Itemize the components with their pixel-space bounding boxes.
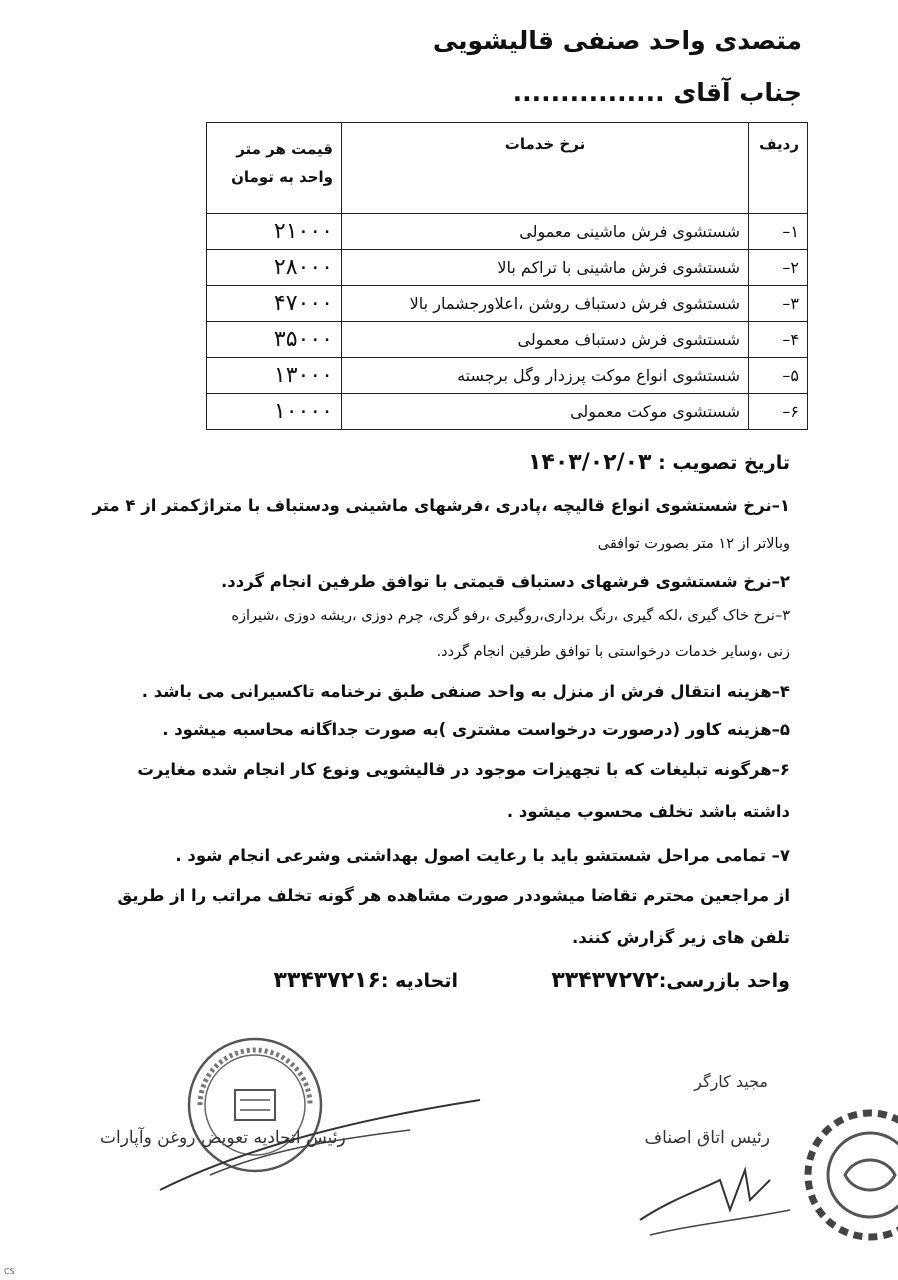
note-1-line-1: ۱–نرخ شستشوی انواع قالیچه ،پادری ،فرشهای ماشینی ودستباف با متراژکمتر از ۴ متر <box>92 496 790 515</box>
chamber-stamp <box>790 1100 898 1250</box>
table-row <box>207 394 808 430</box>
approval-date: ۱۴۰۳/۰۲/۰۳ <box>527 450 652 475</box>
request-line-1: از مراجعین محترم تقاضا میشوددر صورت مشاهده هر گونه تخلف مراتب را از طریق <box>117 886 790 905</box>
row-price: ۳۵۰۰۰ <box>207 322 342 358</box>
row-price: ۱۰۰۰۰ <box>207 394 342 430</box>
request-line-2: تلفن های زیر گزارش کنند. <box>572 928 790 947</box>
row-number: ۳– <box>749 286 808 322</box>
table-row <box>207 250 808 286</box>
note-4: ۴–هزینه انتقال فرش از منزل به واحد صنفی طبق نرخنامه تاکسیرانی می باشد . <box>141 682 790 701</box>
note-1-line-2: وبالاتر از ۱۲ متر بصورت توافقی <box>597 536 790 552</box>
scanner-badge: CS <box>4 1267 15 1276</box>
note-6-line-1: ۶–هرگونه تبلیغات که با تجهیزات موجود در قالیشویی ونوع کار انجام شده مغایرت <box>137 760 790 779</box>
note-2: ۲–نرخ شستشوی فرشهای دستباف قیمتی با توافق طرفین انجام گردد. <box>221 572 790 591</box>
table-row <box>207 286 808 322</box>
union-label: اتحادیه : <box>380 970 458 992</box>
header-price-line2: واحد به تومان <box>231 168 333 186</box>
row-service: شستشوی فرش ماشینی معمولی <box>342 214 749 250</box>
note-3-line-2: زنی ،وسایر خدمات درخواستی با توافق طرفین انجام گردد. <box>436 644 790 660</box>
row-number: ۵– <box>749 358 808 394</box>
row-number: ۶– <box>749 394 808 430</box>
row-service: شستشوی فرش دستباف معمولی <box>342 322 749 358</box>
header-service: نرخ خدمات <box>342 123 749 214</box>
inspection-contact <box>551 968 790 993</box>
header-row-number: ردیف <box>749 123 808 214</box>
addressee-line: جناب آقای ................ <box>512 78 802 107</box>
rates-table <box>206 122 808 430</box>
row-price: ۲۸۰۰۰ <box>207 250 342 286</box>
row-service: شستشوی انواع موکت پرزدار وگل برجسته <box>342 358 749 394</box>
header-price <box>207 123 342 214</box>
table-row <box>207 358 808 394</box>
right-signatory-title: رئیس اتاق اصناف <box>644 1128 770 1148</box>
row-price: ۴۷۰۰۰ <box>207 286 342 322</box>
note-7: ۷– تمامی مراحل شستشو باید با رعایت اصول بهداشتی وشرعی انجام شود . <box>175 846 790 865</box>
union-contact <box>273 968 458 993</box>
row-service: شستشوی موکت معمولی <box>342 394 749 430</box>
row-number: ۴– <box>749 322 808 358</box>
row-price: ۲۱۰۰۰ <box>207 214 342 250</box>
row-number: ۲– <box>749 250 808 286</box>
table-row <box>207 322 808 358</box>
note-5: ۵–هزینه کاور (درصورت درخواست مشتری )به صورت جداگانه محاسبه میشود . <box>162 720 790 739</box>
document-title: متصدی واحد صنفی قالیشویی <box>432 26 802 55</box>
table-row <box>207 214 808 250</box>
header-price-line1: قیمت هر متر <box>236 140 333 158</box>
right-signatory-name: مجید کارگر <box>694 1072 768 1091</box>
table-header-row <box>207 123 808 214</box>
inspection-phone: ۳۳۴۳۷۲۷۲ <box>551 968 659 993</box>
left-signatory-title: رئیس اتحادیه تعویض روغن وآپارات <box>100 1128 346 1148</box>
approval-date-line <box>528 450 790 475</box>
row-number: ۱– <box>749 214 808 250</box>
row-service: شستشوی فرش ماشینی با تراکم بالا <box>342 250 749 286</box>
row-service: شستشوی فرش دستباف روشن ،اعلاورجشمار بالا <box>342 286 749 322</box>
note-3-line-1: ۳–نرخ خاک گیری ،لکه گیری ،رنگ برداری،روگیری ،رفو گری، چرم دوزی ،ریشه دوزی ،شیرازه <box>231 608 790 624</box>
right-signature <box>630 1150 800 1240</box>
approval-label: تاریخ تصویب : <box>658 452 790 474</box>
note-6-line-2: داشته باشد تخلف محسوب میشود . <box>506 802 790 821</box>
row-price: ۱۳۰۰۰ <box>207 358 342 394</box>
inspection-label: واحد بازرسی: <box>658 970 790 992</box>
union-phone: ۳۳۴۳۷۲۱۶ <box>273 968 381 993</box>
